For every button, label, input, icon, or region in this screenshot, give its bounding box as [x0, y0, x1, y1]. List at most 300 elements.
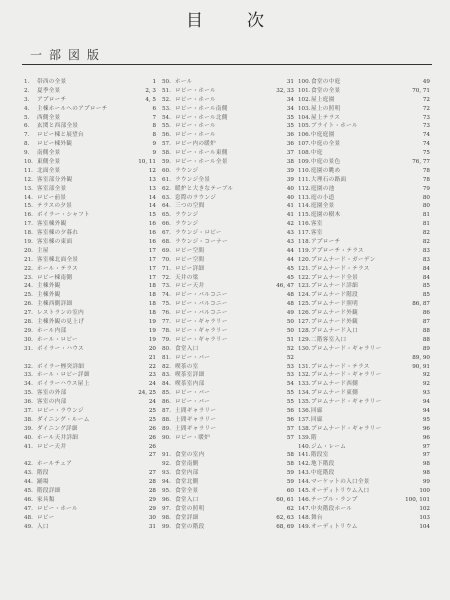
entry-number: 97. — [162, 505, 171, 512]
toc-entry — [162, 363, 294, 372]
toc-entry — [298, 238, 430, 247]
entry-title: プロムナード・ギャラリー — [311, 372, 382, 379]
entry-number: 7. — [24, 132, 30, 139]
entry-title: 庭園全景 — [311, 203, 335, 210]
entry-title: 食堂の照明 — [175, 505, 205, 512]
entry-page: 48 — [286, 292, 294, 299]
toc-entry — [162, 425, 294, 434]
entry-number: 29. — [24, 327, 33, 334]
entry-page: 25 — [148, 407, 156, 414]
toc-entry — [298, 407, 430, 416]
entry-title: プロムナード・ガーデン — [311, 256, 376, 263]
entry-title: ロビー・バルコニー — [175, 310, 228, 317]
toc-entry — [162, 194, 294, 203]
toc-entry — [162, 87, 294, 96]
entry-number: 144. — [298, 479, 311, 486]
toc-entry — [162, 496, 294, 505]
entry-number: 88. — [162, 416, 171, 423]
entry-page: 39 — [286, 167, 294, 174]
entry-title: 客室部全景 — [37, 185, 67, 192]
toc-entry — [24, 78, 156, 87]
toc-entry — [162, 354, 294, 363]
entry-title: 北面全景 — [37, 167, 61, 174]
entry-number: 26. — [24, 301, 33, 308]
entry-title: 食堂の全景 — [311, 87, 341, 94]
entry-title: ラウンジ — [175, 167, 199, 174]
entry-page: 81 — [422, 212, 430, 219]
entry-page: 84 — [422, 265, 430, 272]
toc-entry — [24, 256, 156, 265]
toc-entry — [24, 265, 156, 274]
entry-number: 66. — [162, 221, 171, 228]
toc-entry — [24, 114, 156, 123]
entry-title: 庭園の眺め — [311, 167, 341, 174]
entry-title: 客室棟の夕暮れ — [37, 230, 79, 237]
toc-entry — [298, 176, 430, 185]
toc-entry — [162, 460, 294, 469]
toc-entry — [162, 336, 294, 345]
entry-number: 113. — [298, 194, 311, 201]
entry-title: 三つの空間 — [175, 203, 205, 210]
toc-entry — [162, 256, 294, 265]
entry-title: ロビー・ホール — [175, 87, 216, 94]
entry-title: ブライト・ホール — [311, 123, 358, 130]
entry-number: 32. — [24, 363, 33, 370]
toc-entry — [24, 274, 156, 283]
entry-page: 46, 47 — [276, 283, 294, 290]
toc-entry — [298, 318, 430, 327]
entry-page: 51 — [286, 336, 294, 343]
toc-entry — [24, 282, 156, 291]
entry-title: ロビー・ホール南側 — [175, 105, 228, 112]
entry-page: 58 — [286, 452, 294, 459]
entry-page: 18 — [148, 292, 156, 299]
toc-entry — [162, 131, 294, 140]
entry-page: 32, 33 — [276, 87, 294, 94]
toc-entry — [24, 460, 156, 469]
entry-number: 96. — [162, 496, 171, 503]
entry-page: 85 — [422, 292, 430, 299]
entry-title: ロビー・ギャラリー — [175, 336, 228, 343]
entry-title: レストランの室内 — [37, 310, 84, 317]
entry-page: 95 — [422, 416, 430, 423]
entry-number: 67. — [162, 230, 171, 237]
entry-page: 42 — [286, 221, 294, 228]
entry-title: 客室棟北面全景 — [37, 256, 79, 263]
entry-number: 136. — [298, 407, 311, 414]
entry-number: 50. — [162, 79, 171, 85]
toc-entry — [162, 443, 294, 452]
entry-number: 16. — [24, 212, 33, 219]
entry-number: 104. — [298, 114, 311, 121]
entry-title: ホールチェア — [37, 461, 73, 468]
entry-number: 93. — [162, 470, 171, 477]
entry-page: 78 — [422, 176, 430, 183]
entry-number: 130. — [298, 345, 311, 352]
entry-page: 84 — [422, 274, 430, 281]
entry-number: 137. — [298, 416, 311, 423]
toc-entry — [162, 122, 294, 131]
entry-number: 84. — [162, 381, 171, 388]
entry-number: 22. — [24, 265, 33, 272]
entry-title: ロビー前景 — [37, 194, 67, 201]
entry-title: 客室棟外観 — [37, 221, 67, 228]
toc-entry — [24, 523, 156, 532]
entry-number: 101. — [298, 87, 311, 94]
entry-number: 92. — [162, 461, 171, 468]
entry-title: 庭の小道 — [311, 194, 335, 201]
entry-title: 客室の外部 — [37, 390, 67, 397]
entry-number: 141. — [298, 452, 311, 459]
toc-entry — [24, 149, 156, 158]
entry-title: 主棟ホールへのアプローチ — [37, 105, 108, 112]
entry-title: 客室棟の東面 — [37, 239, 73, 246]
entry-title: 家具類 — [37, 496, 55, 503]
entry-title: ロビー空間 — [175, 247, 205, 254]
entry-page: 37 — [286, 150, 294, 157]
entry-page: 29 — [148, 496, 156, 503]
entry-title: 庭園の樹木 — [311, 212, 341, 219]
entry-page: 60 — [286, 487, 294, 494]
entry-title: プロムナード外観 — [311, 310, 359, 317]
entry-title: ロビー内の暖炉 — [175, 141, 217, 148]
entry-number: 115. — [298, 212, 311, 219]
toc-entry — [24, 291, 156, 300]
entry-number: 1. — [24, 79, 30, 85]
entry-number: 98. — [162, 514, 171, 521]
entry-number: 6. — [24, 123, 30, 130]
entry-page: 96 — [422, 425, 430, 432]
entry-page: 98 — [422, 461, 430, 468]
toc-entry — [298, 87, 430, 96]
toc-entry — [298, 211, 430, 220]
entry-page: 21 — [148, 354, 156, 361]
entry-page: 44 — [286, 247, 294, 254]
toc-entry — [298, 300, 430, 309]
entry-title: 土間ギャラリー — [175, 407, 217, 414]
toc-entry — [24, 247, 156, 256]
entry-title: 主棟外観 — [37, 292, 61, 299]
entry-page: 18 — [148, 283, 156, 290]
entry-page: 96 — [422, 434, 430, 441]
entry-title: ロビー・バー — [175, 354, 211, 361]
entry-number: 73. — [162, 283, 171, 290]
entry-page: 43 — [286, 239, 294, 246]
entry-title: プロムナード・ギャラリー — [311, 345, 382, 352]
entry-page: 13 — [148, 185, 156, 192]
entry-page: 28 — [148, 487, 156, 494]
toc-entry — [298, 425, 430, 434]
entry-title: ロビー天井 — [175, 283, 205, 290]
entry-number: 60. — [162, 167, 171, 174]
toc-entry — [162, 469, 294, 478]
entry-number: 82. — [162, 363, 171, 370]
toc-entry — [162, 451, 294, 460]
entry-page: 72 — [422, 96, 430, 103]
toc-entry — [298, 478, 430, 487]
entry-title: ダイニング・ルーム — [37, 416, 90, 423]
entry-number: 12. — [24, 176, 33, 183]
entry-page: 83 — [422, 247, 430, 254]
toc-entry — [162, 371, 294, 380]
entry-page: 56 — [286, 416, 294, 423]
entry-title: 舞台 — [311, 514, 323, 521]
entry-page: 58 — [286, 461, 294, 468]
entry-title: 帯西の全景 — [37, 79, 67, 85]
entry-number: 121. — [298, 265, 311, 272]
entry-page: 19 — [148, 319, 156, 326]
entry-title: マーケットの入口全景 — [311, 479, 370, 486]
entry-page: 36 — [286, 141, 294, 148]
entry-title: 中庭 — [311, 150, 323, 157]
toc-entry — [24, 300, 156, 309]
entry-title: 食堂南側 — [175, 461, 199, 468]
entry-number: 117. — [298, 230, 311, 237]
entry-page: 87 — [422, 319, 430, 326]
toc-entry — [298, 460, 430, 469]
entry-page: 41 — [286, 203, 294, 210]
entry-number: 128. — [298, 327, 311, 334]
toc-entry — [298, 469, 430, 478]
toc-entry — [298, 327, 430, 336]
entry-page: 44 — [286, 256, 294, 263]
entry-page: 89, 90 — [412, 354, 430, 361]
toc-entry — [298, 167, 430, 176]
page-title: 目次 — [186, 11, 308, 31]
entry-page: 73 — [422, 114, 430, 121]
entry-page: 102 — [419, 505, 430, 512]
toc-entry — [298, 336, 430, 345]
entry-title: ロビー・ホール — [37, 505, 78, 512]
entry-number: 142. — [298, 461, 311, 468]
entry-title: ロビー・ホール全景 — [175, 159, 228, 166]
entry-page: 24 — [148, 399, 156, 406]
entry-number: 134. — [298, 390, 311, 397]
toc-entry — [298, 185, 430, 194]
toc-entry — [162, 327, 294, 336]
entry-title: 客室 — [311, 230, 323, 237]
entry-number: 72. — [162, 274, 171, 281]
entry-title: 東側全景 — [37, 159, 61, 166]
entry-title: ボイラー・ハウス — [37, 345, 84, 352]
entry-number: 56. — [162, 132, 171, 139]
toc-entry — [298, 274, 430, 283]
entry-page: 22 — [148, 363, 156, 370]
toc-entry — [298, 434, 430, 443]
entry-title: 喫茶室内部 — [175, 381, 205, 388]
entry-number: 86. — [162, 399, 171, 406]
entry-title: ロビー空間 — [175, 256, 205, 263]
entry-number: 57. — [162, 141, 171, 148]
entry-number: 132. — [298, 372, 311, 379]
toc-column-1 — [24, 78, 156, 531]
entry-page: 20 — [148, 345, 156, 352]
entry-number: 102. — [298, 96, 311, 103]
entry-number: 52. — [162, 96, 171, 103]
entry-title: プロムナード全景 — [311, 274, 359, 281]
entry-number: 61. — [162, 176, 171, 183]
entry-number: 14. — [24, 194, 33, 201]
entry-number: 9. — [24, 150, 30, 157]
entry-title: 中庭庭園 — [311, 132, 335, 139]
toc-entry — [162, 291, 294, 300]
entry-title: ボイラー・シャフト — [37, 212, 90, 219]
entry-title: アプローチ — [311, 239, 341, 246]
entry-page: 17 — [148, 274, 156, 281]
entry-title: 主棟外観 — [37, 283, 61, 290]
entry-page: 27 — [148, 470, 156, 477]
entry-page: 34 — [286, 105, 294, 112]
entry-page: 25 — [148, 416, 156, 423]
entry-title: ロビー・ギャラリー — [175, 319, 228, 326]
entry-number: 135. — [298, 399, 311, 406]
entry-number: 2. — [24, 87, 30, 94]
entry-page: 78 — [422, 167, 430, 174]
entry-page: 23 — [148, 372, 156, 379]
toc-entry — [24, 229, 156, 238]
entry-title: 食堂の室内 — [175, 452, 205, 459]
entry-title: 主屋 — [37, 247, 49, 254]
entry-number: 71. — [162, 265, 171, 272]
toc-entry — [298, 96, 430, 105]
entry-page: 75 — [422, 150, 430, 157]
toc-entry — [24, 327, 156, 336]
toc-entry — [298, 291, 430, 300]
entry-page: 92 — [422, 381, 430, 388]
entry-title: 暖炉と大きなテーブル — [175, 185, 234, 192]
entry-title: 大理石の路面 — [311, 176, 347, 183]
entry-page: 103 — [419, 514, 430, 521]
entry-title: 屋上庭園 — [311, 96, 335, 103]
entry-number: 107. — [298, 141, 311, 148]
entry-title: 階段詳細 — [37, 487, 61, 494]
entry-number: 38. — [24, 416, 33, 423]
entry-number: 145. — [298, 487, 311, 494]
entry-number: 35. — [24, 390, 33, 397]
entry-title: ロビー詳細 — [175, 265, 205, 272]
entry-number: 70. — [162, 256, 171, 263]
toc-entry — [298, 149, 430, 158]
entry-title: プロムナード・ギャラリー — [311, 399, 382, 406]
entry-page: 8 — [152, 123, 156, 130]
entry-page: 90, 91 — [412, 363, 430, 370]
entry-page: 30 — [148, 514, 156, 521]
toc-entry — [298, 389, 430, 398]
entry-number: 54. — [162, 114, 171, 121]
toc-entry — [162, 318, 294, 327]
entry-title: ラウンジ・ロビー — [175, 230, 222, 237]
entry-number: 74. — [162, 292, 171, 299]
entry-page: 50 — [286, 327, 294, 334]
entry-page: 100, 101 — [405, 496, 430, 503]
entry-number: 18. — [24, 230, 33, 237]
toc-entry — [162, 265, 294, 274]
toc-entry — [298, 78, 430, 87]
entry-number: 4. — [24, 105, 30, 112]
entry-page: 9 — [152, 150, 156, 157]
toc-entry — [162, 416, 294, 425]
entry-number: 90. — [162, 434, 171, 441]
toc-entry — [162, 158, 294, 167]
entry-title: 南側全景 — [37, 150, 61, 157]
entry-page: 83 — [422, 256, 430, 263]
entry-title: ロビー天井 — [37, 443, 67, 450]
entry-number: 140. — [298, 443, 311, 450]
entry-number: 49. — [24, 523, 33, 530]
entry-title: 土間ギャラリー — [175, 425, 217, 432]
entry-page: 24, 25 — [138, 390, 156, 397]
entry-number: 81. — [162, 354, 171, 361]
entry-title: プロムナード・テラス — [311, 363, 370, 370]
entry-number: 20. — [24, 247, 33, 254]
entry-number: 146. — [298, 496, 311, 503]
entry-page: 40 — [286, 194, 294, 201]
entry-page: 57 — [286, 425, 294, 432]
entry-page: 39 — [286, 176, 294, 183]
entry-title: ジム・レーム — [311, 443, 347, 450]
entry-number: 65. — [162, 212, 171, 219]
toc-entry — [162, 176, 294, 185]
entry-title: プロムナード・テラス — [311, 265, 370, 272]
entry-title: 中庭の全景 — [311, 141, 341, 148]
entry-page: 16 — [148, 221, 156, 228]
entry-title: ホール・テラス — [37, 265, 78, 272]
entry-page: 88 — [422, 327, 430, 334]
entry-page: 14 — [148, 194, 156, 201]
entry-title: ボイラー煙突詳細 — [37, 363, 85, 370]
entry-number: 15. — [24, 203, 33, 210]
entry-title: プロムナード西側 — [311, 381, 359, 388]
entry-number: 23. — [24, 274, 33, 281]
entry-number: 110. — [298, 167, 311, 174]
entry-number: 30. — [24, 336, 33, 343]
entry-title: 喫茶室詳細 — [175, 372, 205, 379]
toc-entry — [24, 443, 156, 452]
entry-number: 27. — [24, 310, 33, 317]
toc-entry — [162, 247, 294, 256]
toc-entry — [298, 380, 430, 389]
entry-title: 客室の内部 — [37, 399, 67, 406]
entry-number: 122. — [298, 274, 311, 281]
entry-page: 100 — [419, 487, 430, 494]
toc-entry — [24, 211, 156, 220]
toc-entry — [162, 505, 294, 514]
entry-number: 94. — [162, 479, 171, 486]
toc-entry — [24, 202, 156, 211]
entry-page: 86, 87 — [412, 301, 430, 308]
toc-entry — [162, 514, 294, 523]
entry-page: 38 — [286, 159, 294, 166]
entry-number: 69. — [162, 247, 171, 254]
entry-title: 入口 — [37, 523, 49, 530]
toc-entry — [24, 389, 156, 398]
entry-page: 72 — [422, 105, 430, 112]
toc-entry — [24, 505, 156, 514]
entry-title: 踊場 — [37, 479, 49, 486]
entry-number: 111. — [298, 176, 311, 183]
toc-entry — [298, 496, 430, 505]
entry-title: 中央階段ホール — [311, 505, 353, 512]
toc-entry — [162, 211, 294, 220]
entry-title: ロビー・バルコニー — [175, 292, 228, 299]
entry-title: 食堂内部 — [175, 470, 199, 477]
entry-title: 中庭階段 — [311, 470, 335, 477]
entry-title: プロムナード詳細 — [311, 283, 359, 290]
entry-title: プロムナード入口 — [311, 327, 359, 334]
toc-entry — [24, 380, 156, 389]
entry-number: 124. — [298, 292, 311, 299]
entry-title: 中庭の景色 — [311, 159, 341, 166]
